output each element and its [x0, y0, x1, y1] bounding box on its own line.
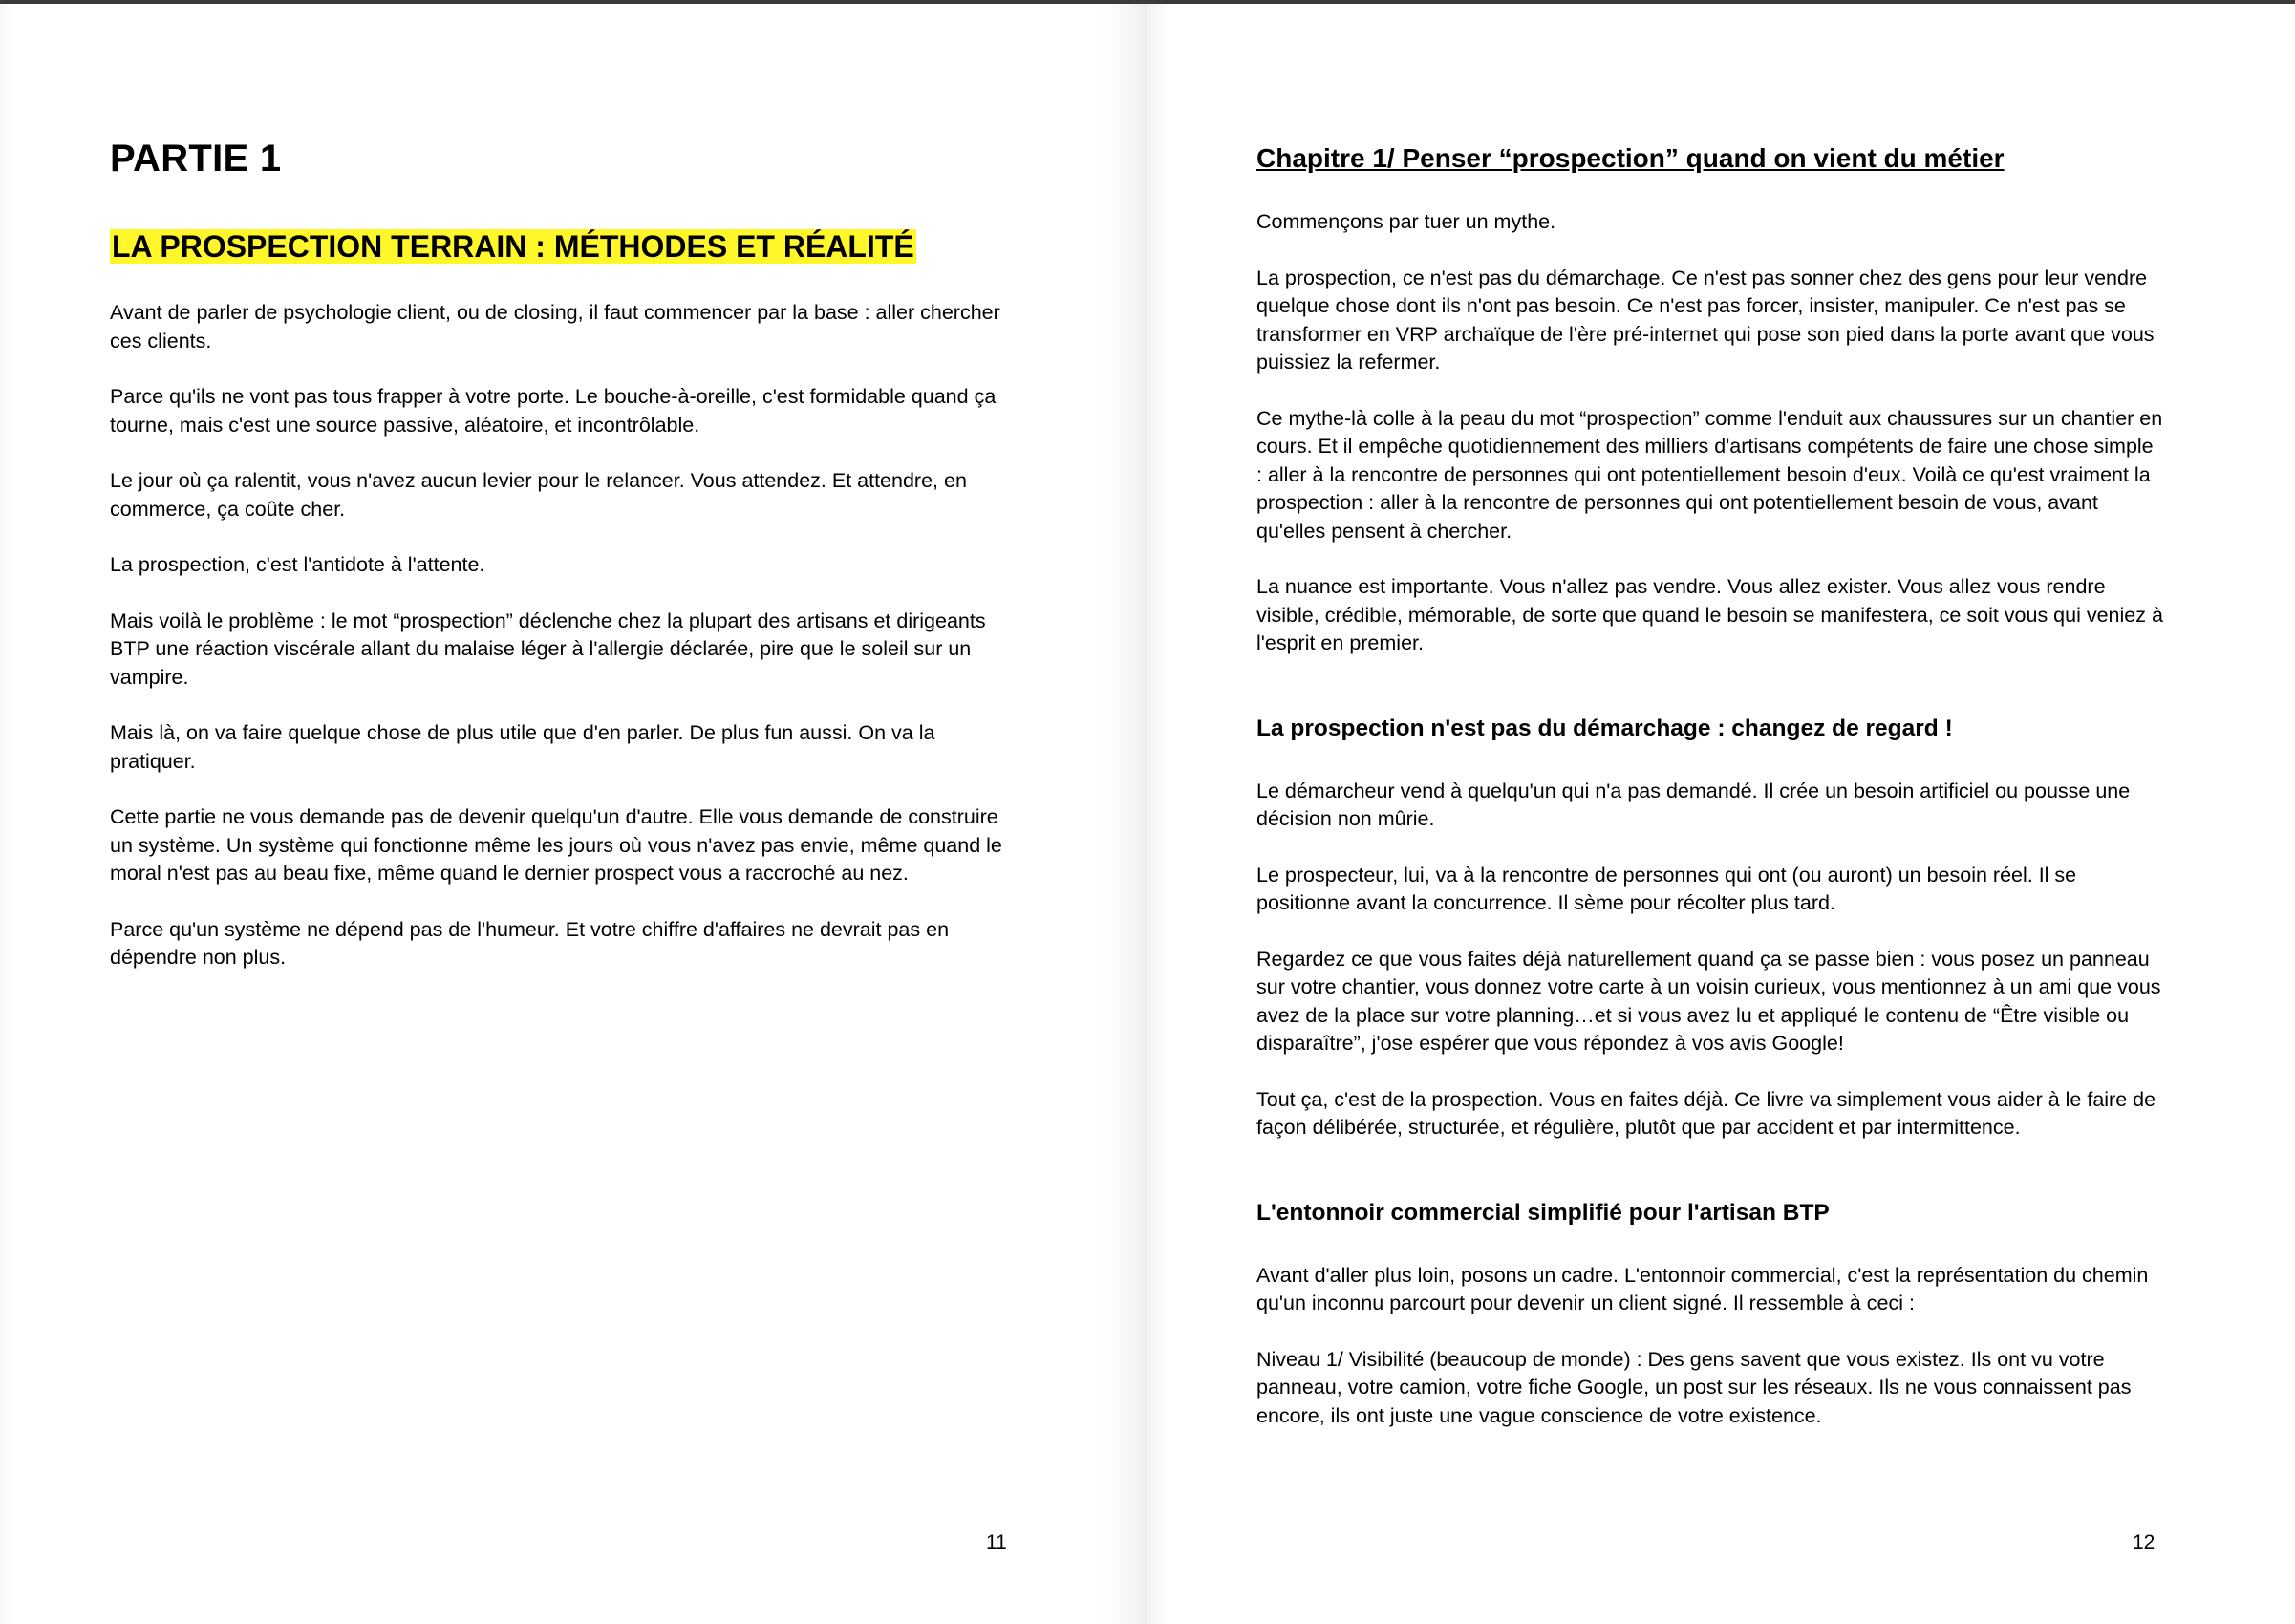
paragraph: Niveau 1/ Visibilité (beaucoup de monde) : Des gens savent que vous existez. Ils ont vu votre panneau, votre camion, votre fiche Google, un post sur les réseaux. Ils ne vous connaissent pas encore, ils ont juste une vague conscience de votre existence.	[1256, 1347, 2132, 1427]
paragraph: Parce qu'un système ne dépend pas de l'humeur. Et votre chiffre d'affaires ne devrait pas en dépendre non plus.	[110, 917, 950, 969]
sub-heading-demarchage: La prospection n'est pas du démarchage : changez de regard !	[1256, 715, 1953, 741]
paragraph: La prospection, c'est l'antidote à l'attente.	[110, 553, 485, 576]
paragraph: Mais là, on va faire quelque chose de plus utile que d'en parler. De plus fun aussi. On va la pratiquer.	[110, 721, 935, 773]
paragraph: Ce mythe-là colle à la peau du mot “prospection” comme l'enduit aux chaussures sur un chantier en cours. Et il empêche quotidiennement des milliers d'artisans compétents de faire une chose simple : aller à la rencontre de personnes qui ont potentiellement besoin d'eux. Voilà ce qu'est vraiment la prospection : aller à la rencontre de personnes qui ont potentiellement besoin de vous, avant qu'elles pensent à chercher.	[1256, 406, 2163, 543]
section-title	[110, 226, 1008, 267]
paragraph: Avant de parler de psychologie client, ou de closing, il faut commencer par la base : aller chercher ces clients.	[110, 301, 1000, 353]
paragraph: Le démarcheur vend à quelqu'un qui n'a pas demandé. Il crée un besoin artificiel ou pousse une décision non mûrie.	[1256, 779, 2131, 830]
paragraph: Mais voilà le problème : le mot “prospection” déclenche chez la plupart des artisans et dirigeants BTP une réaction viscérale allant du malaise léger à l'allergie déclarée, pire que le soleil sur un vampire.	[110, 609, 986, 689]
page-number-right: 12	[2133, 1531, 2156, 1553]
section2-paragraphs	[1256, 1262, 2164, 1431]
left-page-content	[110, 135, 1008, 1000]
paragraph: Commençons par tuer un mythe.	[1256, 210, 1556, 233]
left-paragraphs	[110, 299, 1008, 972]
right-page-content	[1256, 139, 2164, 1458]
paragraph: Tout ça, c'est de la prospection. Vous en faites déjà. Ce livre va simplement vous aider à le faire de façon délibérée, structurée, et régulière, plutôt que par accident et par intermittence.	[1256, 1087, 2156, 1139]
paragraph: Parce qu'ils ne vont pas tous frapper à votre porte. Le bouche-à-oreille, c'est formidable quand ça tourne, mais c'est une source passive, aléatoire, et incontrôlable.	[110, 385, 997, 437]
paragraph: Le jour où ça ralentit, vous n'avez aucun levier pour le relancer. Vous attendez. Et attendre, en commerce, ça coûte cher.	[110, 469, 967, 521]
right-intro-paragraphs	[1256, 208, 2164, 658]
paragraph: Avant d'aller plus loin, posons un cadre. L'entonnoir commercial, c'est la représentation du chemin qu'un inconnu parcourt pour devenir un client signé. Il ressemble à ceci :	[1256, 1263, 2149, 1314]
part-title: PARTIE 1	[110, 138, 282, 180]
paragraph: La nuance est importante. Vous n'allez pas vendre. Vous allez exister. Vous allez vous rendre visible, crédible, mémorable, de sorte que quand le besoin se manifestera, ce soit vous qui veniez à l'esprit en premier.	[1256, 575, 2163, 654]
paragraph: Regardez ce que vous faites déjà naturellement quand ça se passe bien : vous posez un panneau sur votre chantier, vous donnez votre carte à un voisin curieux, vous mentionnez à un ami que vous avez de la place sur votre planning…et si vous avez lu et appliqué le contenu de “Être visible ou disparaître”, j'ose espérer que vous répondez à vos avis Google!	[1256, 947, 2161, 1055]
paragraph: Cette partie ne vous demande pas de devenir quelqu'un d'autre. Elle vous demande de construire un système. Un système qui fonctionne même les jours où vous n'avez pas envie, même quand le moral n'est pas au beau fixe, même quand le dernier prospect vous a raccroché au nez.	[110, 805, 1002, 885]
section1-paragraphs	[1256, 778, 2164, 1143]
chapter-title: Chapitre 1/ Penser “prospection” quand on vient du métier	[1256, 143, 2005, 173]
page-number-left: 11	[986, 1531, 1007, 1553]
section-title-highlight: LA PROSPECTION TERRAIN : MÉTHODES ET RÉALITÉ	[112, 229, 914, 264]
paragraph: La prospection, ce n'est pas du démarchage. Ce n'est pas sonner chez des gens pour leur vendre quelque chose dont ils n'ont pas besoin. Ce n'est pas forcer, insister, manipuler. Ce n'est pas se transformer en VRP archaïque de l'ère pré-internet qui pose son pied dans la porte avant que vous puissiez la refermer.	[1256, 266, 2155, 374]
paragraph: Le prospecteur, lui, va à la rencontre de personnes qui ont (ou auront) un besoin réel. Il se positionne avant la concurrence. Il sème pour récolter plus tard.	[1256, 863, 2077, 914]
sub-heading-entonnoir: L'entonnoir commercial simplifié pour l'artisan BTP	[1256, 1199, 1830, 1226]
